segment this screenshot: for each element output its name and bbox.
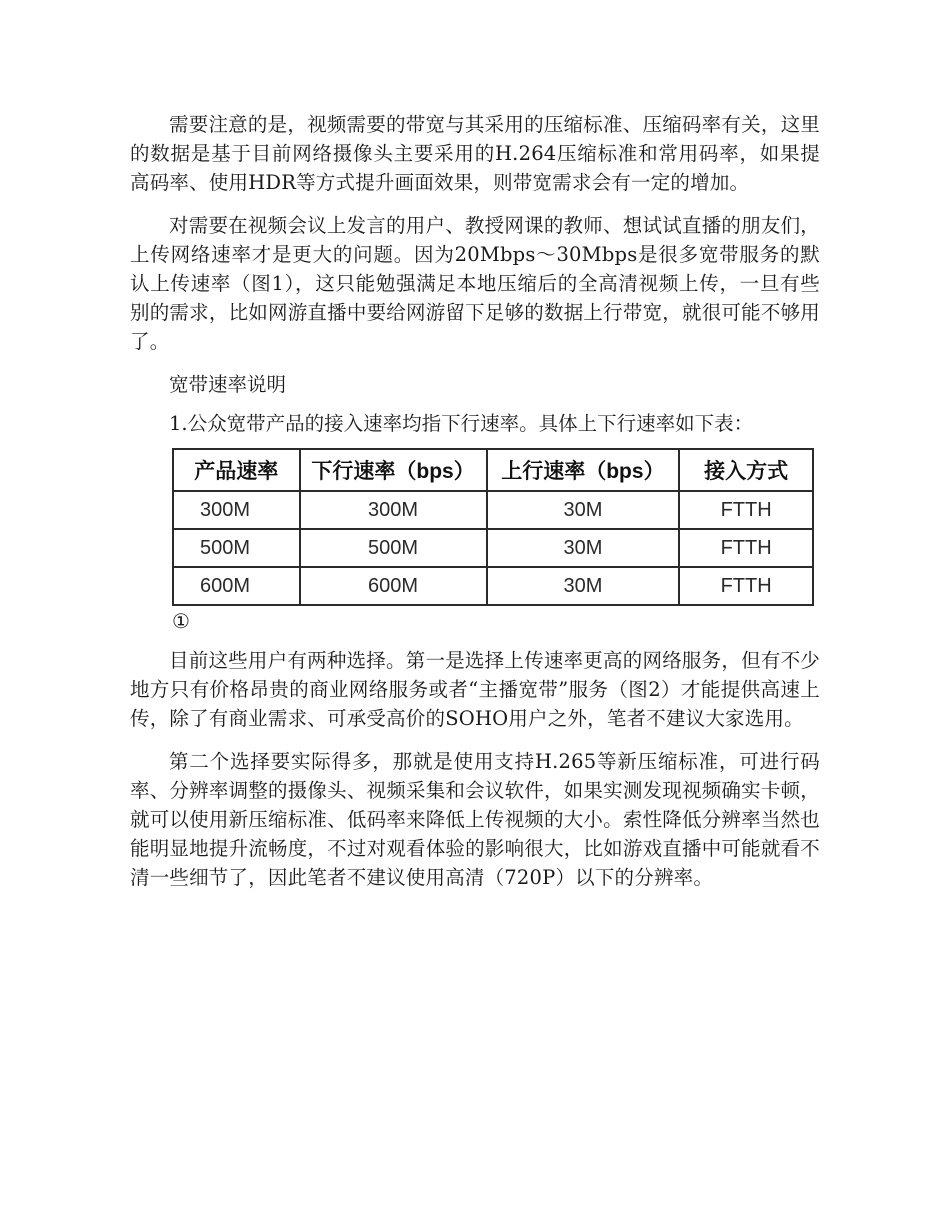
table-row (173, 567, 813, 605)
section-heading: 宽带速率说明 (169, 373, 287, 396)
paragraph-upload-speed: 对需要在视频会议上发言的用户、教授网课的教师、想试试直播的朋友们，上传网络速率才是更大的问题。因为20Mbps～30Mbps是很多宽带服务的默认上传速率（图1），这只能勉强满足本地压缩后的全高清视频上传，一旦有些别的需求，比如网游直播中要给网游留下足够的数据上行带宽，就很可能不够用了。 (130, 214, 820, 353)
cell-access-method: FTTH (679, 529, 813, 567)
table-header-row (173, 449, 813, 491)
header-upload-speed: 上行速率（bps） (487, 449, 680, 491)
cell-download-speed: 500M (300, 529, 487, 567)
paragraph-bandwidth-note: 需要注意的是，视频需要的带宽与其采用的压缩标准、压缩码率有关，这里的数据是基于目前网络摄像头主要采用的H.264压缩标准和常用码率，如果提高码率、使用HDR等方式提升画面效果，则带宽需求会有一定的增加。 (130, 113, 820, 194)
cell-access-method: FTTH (679, 567, 813, 605)
header-access-method: 接入方式 (679, 449, 813, 491)
paragraph-choice-one: 目前这些用户有两种选择。第一是选择上传速率更高的网络服务，但有不少地方只有价格昂贵的商业网络服务或者“主播宽带”服务（图2）才能提供高速上传，除了有商业需求、可承受高价的SOHO用户之外，笔者不建议大家选用。 (130, 649, 820, 730)
document-page (130, 110, 820, 906)
cell-download-speed: 600M (300, 567, 487, 605)
speed-table (172, 448, 814, 606)
table-row (173, 491, 813, 529)
table-intro: 1.公众宽带产品的接入速率均指下行速率。具体上下行速率如下表： (169, 412, 754, 435)
table-row (173, 529, 813, 567)
speed-table-image (172, 448, 814, 606)
cell-product-speed: 300M (173, 491, 300, 529)
cell-upload-speed: 30M (487, 567, 680, 605)
cell-access-method: FTTH (679, 491, 813, 529)
cell-upload-speed: 30M (487, 529, 680, 567)
cell-download-speed: 300M (300, 491, 487, 529)
figure-mark: ① (172, 609, 190, 633)
header-product-speed: 产品速率 (173, 449, 300, 491)
paragraph-choice-two: 第二个选择要实际得多，那就是使用支持H.265等新压缩标准，可进行码率、分辨率调整的摄像头、视频采集和会议软件，如果实测发现视频确实卡顿，就可以使用新压缩标准、低码率来降低上传视频的大小。索性降低分辨率当然也能明显地提升流畅度，不过对观看体验的影响很大，比如游戏直播中可能就看不清一些细节了，因此笔者不建议使用高清（720P）以下的分辨率。 (130, 750, 820, 889)
cell-product-speed: 500M (173, 529, 300, 567)
cell-product-speed: 600M (173, 567, 300, 605)
cell-upload-speed: 30M (487, 491, 680, 529)
header-download-speed: 下行速率（bps） (300, 449, 487, 491)
